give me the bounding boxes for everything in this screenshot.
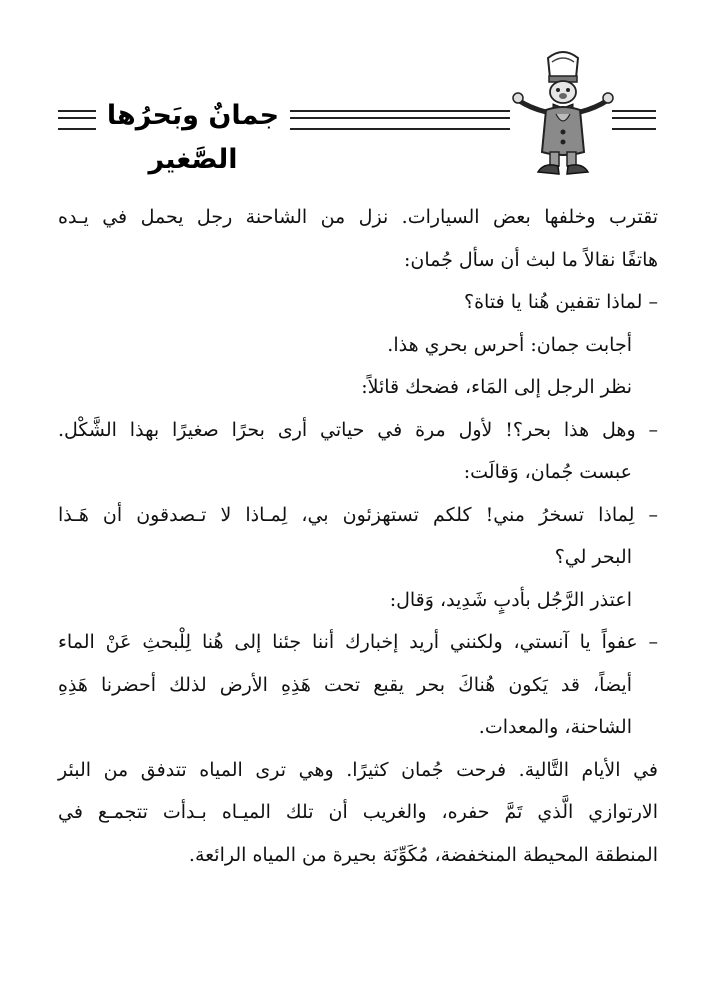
dialogue-line: – لِماذا تسخرُ مني! كلكم تستهزئون بي، لِمـاذا لا تـصدقون أن هَـذا: [58, 503, 658, 526]
dialogue-line: – وهل هذا بحر؟! لأول مرة في حياتي أرى بحرًا صغيرًا بهذا الشَّكْل.: [58, 418, 658, 441]
clown-chef-mascot-icon: [512, 48, 614, 178]
story-line: المنطقة المحيطة المنخفضة، مُكَوِّنَة بحيرة من المياه الرائعة.: [188, 843, 658, 866]
story-line: هاتفًا نقالاً ما لبث أن سأل جُمان:: [403, 248, 658, 271]
decorative-rule-left: [58, 110, 96, 130]
story-line: عبست جُمان، وَقالَت:: [463, 461, 632, 483]
story-line: أجابت جمان: أحرس بحري هذا.: [387, 333, 632, 356]
decorative-rule-middle: [290, 110, 510, 130]
story-line: نظر الرجل إلى المَاء، فضحك قائلاً:: [361, 376, 632, 398]
dialogue-line: أيضاً، قد يَكون هُناكَ بحر يقبع تحت هَذِهِ الأرض لذلك أحضرنا هَذِهِ: [58, 673, 632, 696]
dialogue-line: الشاحنة، والمعدات.: [478, 716, 632, 738]
story-line: في الأيام التَّالية. فرحت جُمان كثيرًا. وهي ترى المياه تتدفق من البئر: [58, 758, 658, 781]
story-line: اعتذر الرَّجُل بأدبٍ شَدِيد، وَقال:: [389, 588, 632, 611]
story-title: جمانٌ وبَحرُها الصَّغير: [106, 100, 280, 175]
story-body: [58, 196, 658, 876]
page-header: [0, 48, 720, 178]
dialogue-line: – عفواً يا آنستي، ولكنني أريد إخبارك أننا جئنا إلى هُنا لِلْبحثِ عَنْ الماء: [58, 631, 658, 653]
story-line: الارتوازي الَّذي تَمَّ حفره، والغريب أن تلك الميـاه بـدأت تتجمـع في: [58, 801, 658, 823]
dialogue-line: البحر لي؟: [554, 546, 632, 568]
decorative-rule-right: [612, 110, 656, 130]
story-line: تقترب وخلفها بعض السيارات. نزل من الشاحنة رجل يحمل في يـده: [58, 206, 658, 228]
dialogue-line: – لماذا تقفين هُنا يا فتاة؟: [464, 291, 658, 313]
